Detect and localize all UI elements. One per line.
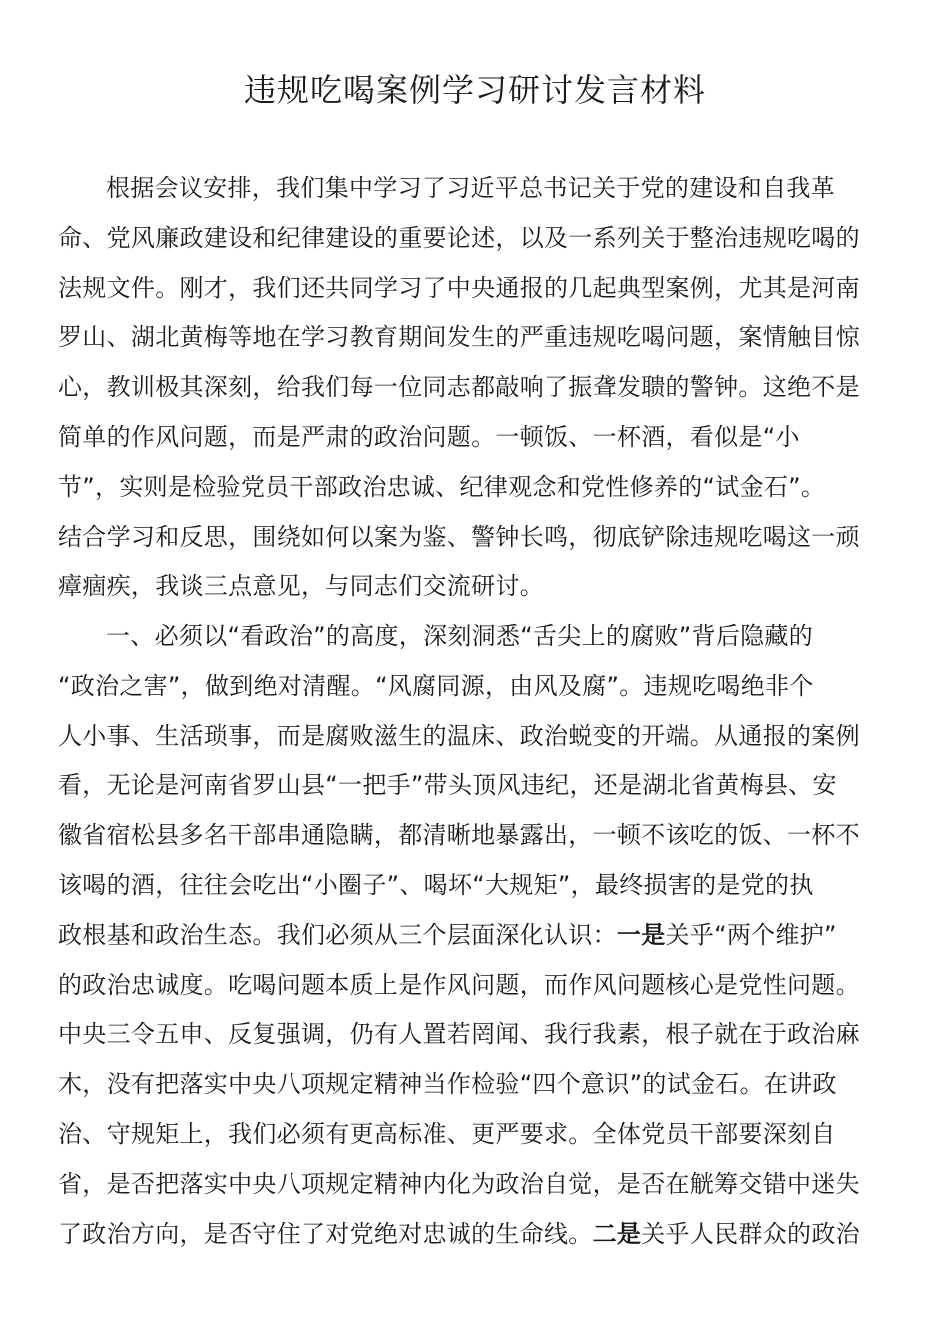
text-line: 心，教训极其深刻，给我们每一位同志都敲响了振聋发聩的警钟。这绝不是 [58,373,860,402]
text-line [58,911,898,961]
text-line: 木，没有把落实中央八项规定精神当作检验“四个意识”的试金石。在讲政 [58,1070,837,1099]
text-segment: 了政治方向，是否守住了对党绝对忠诚的生命线。 [58,1219,593,1248]
text-line: 法规文件。刚才，我们还共同学习了中央通报的几起典型案例，尤其是河南 [58,273,860,302]
document-title: 违规吃喝案例学习研讨发言材料 [243,71,706,109]
bold-marker-first: 一是 [616,920,666,949]
text-line: 罗山、湖北黄梅等地在学习教育期间发生的严重违规吃喝问题，案情触目惊 [58,323,860,352]
paragraph-section-one [58,612,898,1259]
text-line: 看，无论是河南省罗山县“一把手”带头顶风违纪，还是湖北省黄梅县、安 [58,771,837,800]
text-line: 命、党风廉政建设和纪律建设的重要论述，以及一系列关于整治违规吃喝的 [58,223,860,252]
text-line: 省，是否把落实中央八项规定精神内化为政治自觉，是否在觥筹交错中迷失 [58,1169,860,1198]
text-line: 的政治忠诚度。吃喝问题本质上是作风问题，而作风问题核心是党性问题。 [58,970,860,999]
text-line [58,1210,898,1260]
text-segment: 关乎“两个维护” [665,920,837,949]
text-line: 根据会议安排，我们集中学习了习近平总书记关于党的建设和自我革 [106,174,835,202]
text-line: 该喝的酒，往往会吃出“小圈子”、喝坏“大规矩”，最终损害的是党的执 [58,870,814,899]
text-line: 治、守规矩上，我们必须有更高标准、更严要求。全体党员干部要深刻自 [58,1119,836,1148]
text-line: 简单的作风问题，而是严肃的政治问题。一顿饭、一杯酒，看似是“小 [58,422,800,451]
text-line: 结合学习和反思，围绕如何以案为鉴、警钟长鸣，彻底铲除违规吃喝这一顽 [58,522,860,551]
text-segment: 关乎人民群众的政治 [641,1219,860,1248]
text-segment: 政根基和政治生态。我们必须从三个层面深化认识： [58,920,617,949]
text-line: 节”，实则是检验党员干部政治忠诚、纪律观念和党性修养的“试金石”。 [58,472,826,501]
text-line: 瘴痼疾，我谈三点意见，与同志们交流研讨。 [58,572,544,601]
text-line: 中央三令五申、反复强调，仍有人置若罔闻、我行我素，根子就在于政治麻 [58,1020,860,1049]
text-line: 徽省宿松县多名干部串通隐瞒，都清晰地暴露出，一顿不该吃的饭、一杯不 [58,821,860,850]
text-line: “政治之害”，做到绝对清醒。“风腐同源，由风及腐”。违规吃喝绝非个 [58,671,814,700]
text-line: 一、必须以“看政治”的高度，深刻洞悉“舌尖上的腐败”背后隐藏的 [106,622,814,650]
paragraph-intro [58,164,898,612]
bold-marker-second: 二是 [592,1219,642,1248]
text-line: 人小事、生活琐事，而是腐败滋生的温床、政治蜕变的开端。从通报的案例 [58,721,860,750]
